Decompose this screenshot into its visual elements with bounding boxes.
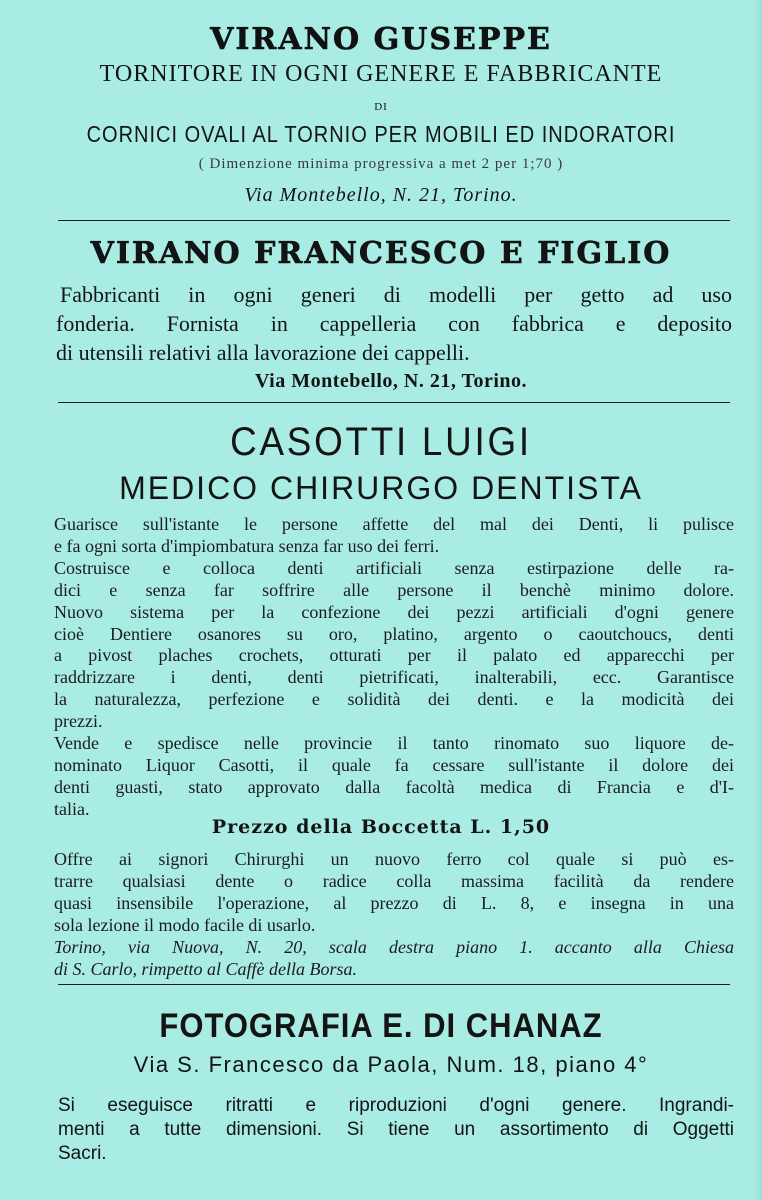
ad4-line: menti a tutte dimensioni. Si tiene un assortimento di Oggetti bbox=[58, 1119, 734, 1140]
divider-3 bbox=[58, 984, 730, 985]
ad3-line: e fa ogni sorta d'impiombatura senza far uso dei ferri. bbox=[54, 535, 440, 556]
ad3-line: a pivost plaches crochets, otturati per il palato ed apparecchi per bbox=[54, 645, 734, 666]
ad3-body bbox=[54, 514, 734, 821]
ad2-line: fonderia. Fornista in cappelleria con fabbrica e deposito bbox=[56, 311, 732, 336]
ad1-title: VIRANO GUSEPPE bbox=[210, 22, 552, 57]
ad3-line: la naturalezza, perfezione e solidità dei denti. e la modicità dei bbox=[54, 689, 734, 710]
ad3-price: Prezzo della Boccetta L. 1,50 bbox=[211, 816, 551, 838]
ad2-title: VIRANO FRANCESCO E FIGLIO bbox=[90, 236, 672, 271]
ad3-line-2: sola lezione il modo facile di usarlo. bbox=[54, 915, 316, 935]
ad3-line: Costruisce e colloca denti artificiali senza estirpazione delle ra- bbox=[54, 557, 734, 578]
ad3-address-line: Torino, via Nuova, N. 20, scala destra piano 1. accanto alla Chiesa bbox=[54, 937, 734, 957]
ad4-line: Sacri. bbox=[58, 1143, 107, 1164]
ad4-address: Via S. Francesco da Paola, Num. 18, piano 4° bbox=[133, 1052, 649, 1077]
ad4-title: FOTOGRAFIA E. DI CHANAZ bbox=[159, 1005, 603, 1046]
ad2-line: di utensili relativi alla lavorazione dei cappelli. bbox=[56, 340, 470, 365]
divider-1 bbox=[58, 220, 730, 221]
ad2-address: Via Montebello, N. 21, Torino. bbox=[254, 370, 528, 392]
ad3-line: Guarisce sull'istante le persone affette del mal dei Denti, li pulisce bbox=[54, 514, 734, 534]
ad2-line: Fabbricanti in ogni generi di modelli per getto ad uso bbox=[60, 282, 732, 307]
ad3-title: CASOTTI LUIGI bbox=[230, 420, 532, 464]
ad4-line: Si eseguisce ritratti e riproduzioni d'ogni genere. Ingrandi- bbox=[58, 1095, 734, 1116]
ad3-line: Vende e spedisce nelle provincie il tanto rinomato suo liquore de- bbox=[54, 733, 734, 754]
ad3-address-line: di S. Carlo, rimpetto al Caffè della Borsa. bbox=[54, 959, 358, 979]
ad3-line: denti guasti, stato approvato dalla facoltà medica di Francia e d'I- bbox=[54, 776, 734, 797]
ad3-line-2: Offre ai signori Chirurghi un nuovo ferro col quale si può es- bbox=[54, 849, 734, 869]
ad1-product: CORNICI OVALI AL TORNIO PER MOBILI ED INDORATORI bbox=[86, 122, 676, 148]
divider-2 bbox=[58, 402, 730, 403]
ad1-di: DI bbox=[374, 101, 388, 113]
ad4-body bbox=[58, 1094, 734, 1166]
ad3-line-2: quasi insensibile l'operazione, al prezzo di L. 8, e insegna in una bbox=[54, 893, 734, 913]
ad2-body bbox=[56, 280, 732, 367]
ad1-address: Via Montebello, N. 21, Torino. bbox=[244, 184, 518, 206]
ad3-line: talia. bbox=[54, 798, 90, 819]
ad1-subtitle: TORNITORE IN OGNI GENERE E FABBRICANTE bbox=[99, 61, 663, 87]
ad3-body-2 bbox=[54, 848, 734, 980]
ad3-line: dici e senza far soffrire alle persone il benchè minimo dolore. bbox=[54, 579, 734, 600]
ad3-line: Nuovo sistema per la confezione dei pezzi artificiali d'ogni genere bbox=[54, 601, 734, 622]
ad3-line: cioè Dentiere osanores su oro, platino, argento o caoutchoucs, denti bbox=[54, 623, 734, 644]
ad3-line: nominato Liquor Casotti, il quale fa cessare sull'istante il dolore dei bbox=[54, 754, 734, 775]
scan-edge-shadow bbox=[754, 0, 762, 1200]
ad3-line: raddrizzare i denti, denti pietrificati, inalterabili, ecc. Garantisce bbox=[54, 667, 734, 688]
ad3-subtitle: MEDICO CHIRURGO DENTISTA bbox=[119, 470, 643, 506]
ad3-line-2: trarre qualsiasi dente o radice colla massima facilità da rendere bbox=[54, 871, 734, 891]
ad1-dimension-note: ( Dimenzione minima progressiva a met 2 per 1;70 ) bbox=[198, 156, 564, 172]
ad3-line: prezzi. bbox=[54, 711, 103, 732]
